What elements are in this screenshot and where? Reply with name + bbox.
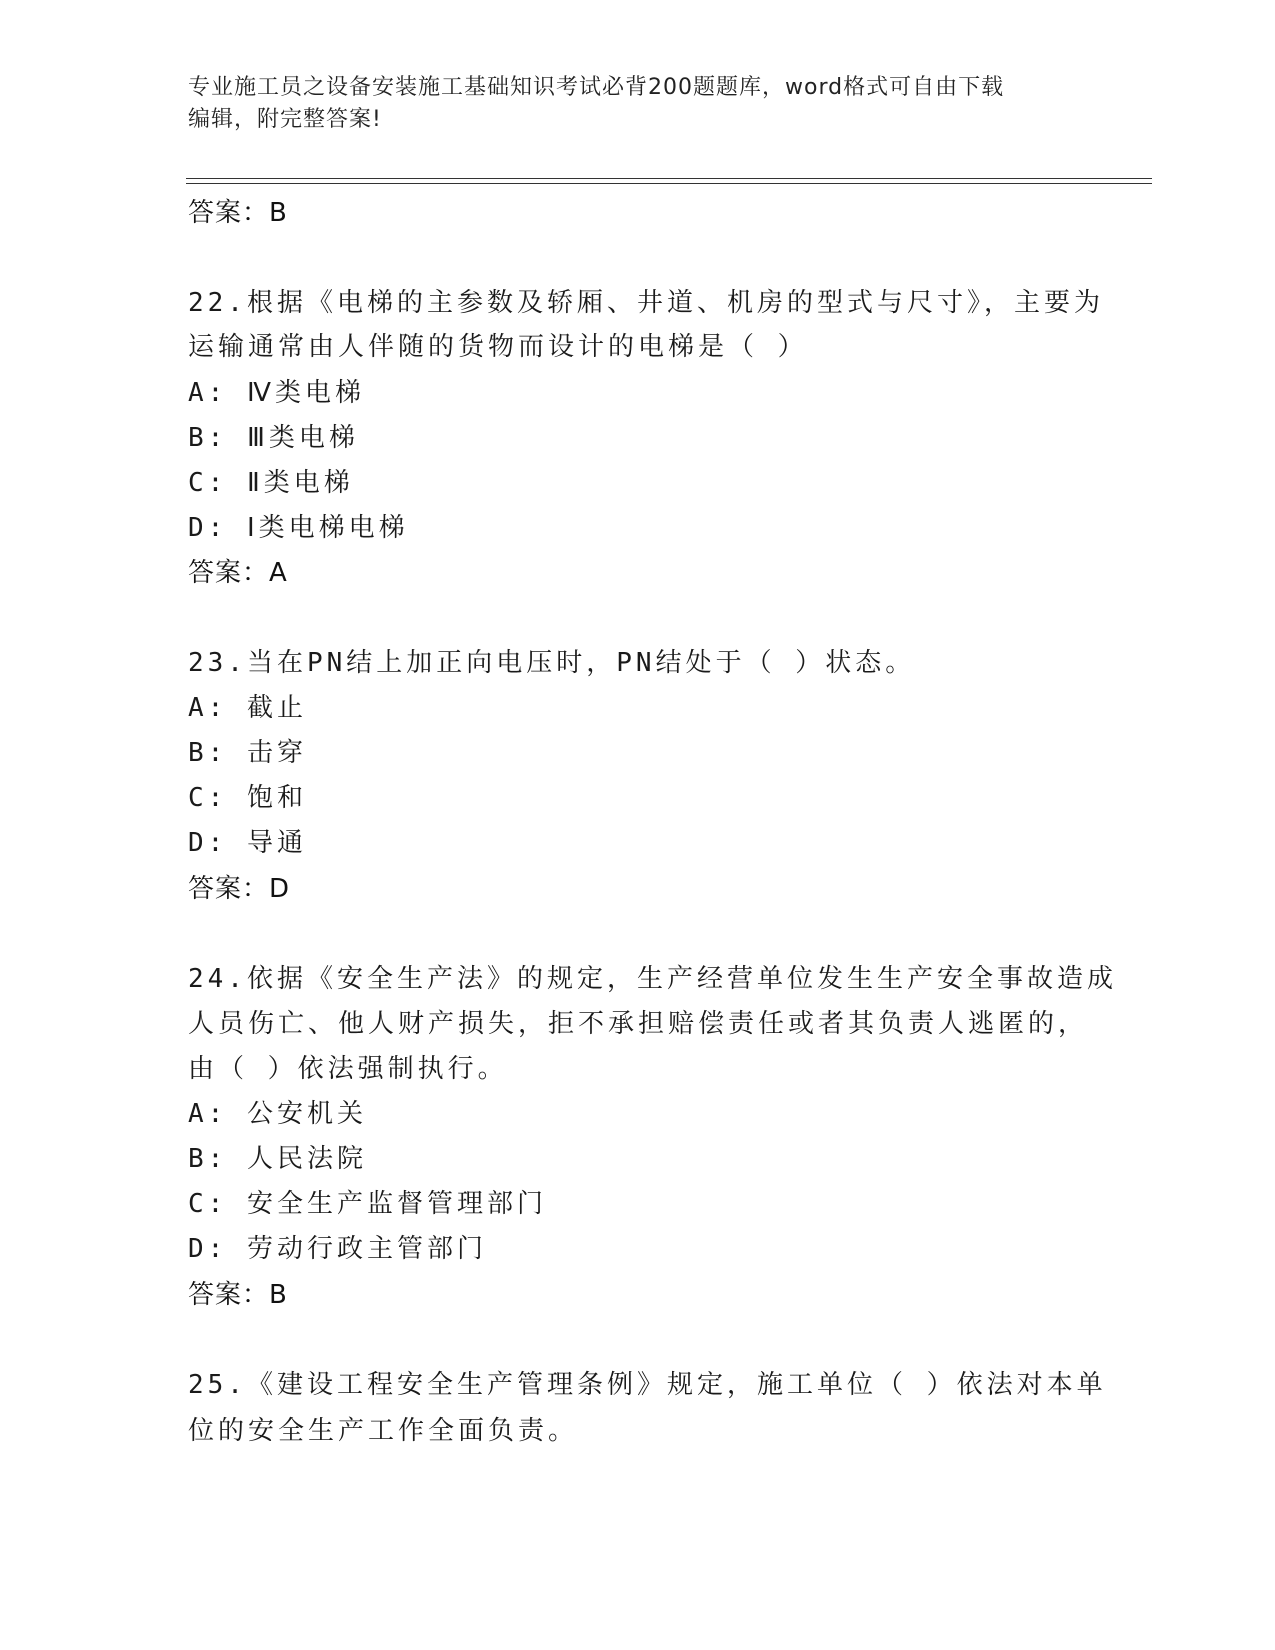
question-23-option-a: A: 截止: [188, 693, 307, 723]
document-header: [188, 72, 1088, 136]
question-24-option-b: B: 人民法院: [188, 1144, 367, 1174]
question-24-text: 24.依据《安全生产法》的规定，生产经营单位发生生产安全事故造成: [188, 964, 1117, 994]
question-24-option-c: C: 安全生产监督管理部门: [188, 1189, 547, 1219]
question-24-answer: 答案：B: [188, 1280, 288, 1310]
question-22-option-a: A: Ⅳ类电梯: [188, 378, 365, 408]
question-23-option-c: C: 饱和: [188, 783, 307, 813]
question-22-text: 22.根据《电梯的主参数及轿厢、井道、机房的型式与尺寸》，主要为: [188, 288, 1104, 318]
question-22-option-b: B: Ⅲ类电梯: [188, 423, 359, 453]
question-24-option-a: A: 公安机关: [188, 1099, 367, 1129]
question-22-option-c: C: Ⅱ类电梯: [188, 468, 354, 498]
header-line-1: 专业施工员之设备安装施工基础知识考试必背200题题库，word格式可自由下载: [188, 75, 1005, 100]
question-22-answer: 答案：A: [188, 558, 288, 588]
header-divider: [186, 178, 1152, 179]
question-24-option-d: D: 劳动行政主管部门: [188, 1234, 487, 1264]
question-25-text: 25.《建设工程安全生产管理条例》规定，施工单位（ ）依法对本单: [188, 1370, 1107, 1400]
question-25-text: 位的安全生产工作全面负责。: [188, 1416, 579, 1446]
question-22-text: 运输通常由人伴随的货物而设计的电梯是（ ）: [188, 332, 808, 362]
question-24-text: 人员伤亡、他人财产损失，拒不承担赔偿责任或者其负责人逃匿的，: [188, 1009, 1089, 1039]
question-23-text: 23.当在PN结上加正向电压时，PN结处于（ ）状态。: [188, 648, 916, 678]
question-22-option-d: D: Ⅰ类电梯电梯: [188, 513, 409, 543]
previous-answer: 答案：B: [188, 198, 288, 228]
question-23-option-d: D: 导通: [188, 828, 307, 858]
question-23-answer: 答案：D: [188, 874, 291, 904]
question-23-option-b: B: 击穿: [188, 738, 307, 768]
header-divider-double: [186, 183, 1152, 184]
header-line-2: 编辑，附完整答案!: [188, 107, 382, 132]
question-24-text: 由（ ）依法强制执行。: [188, 1054, 508, 1084]
